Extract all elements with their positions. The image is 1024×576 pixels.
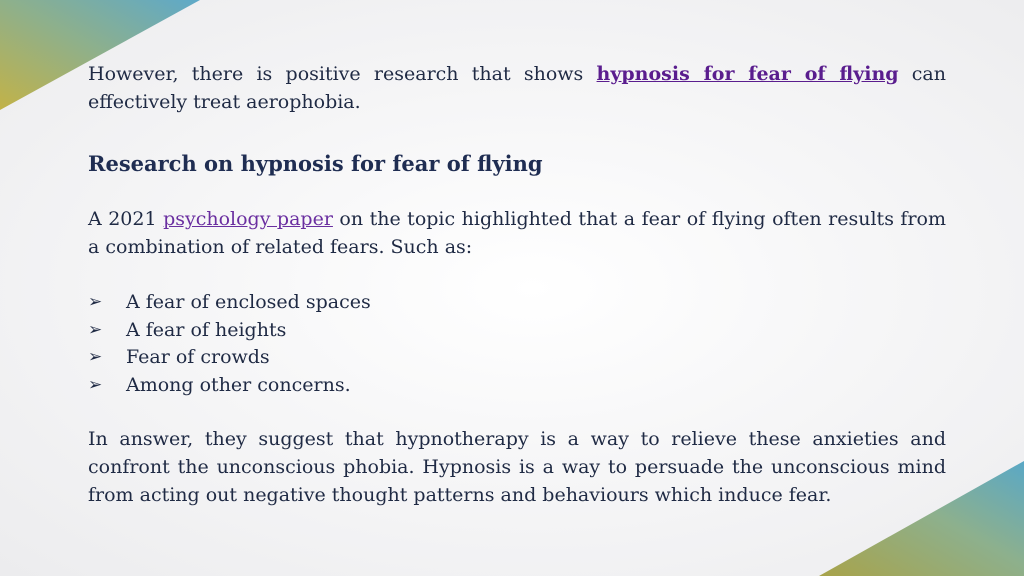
list-item-text: Among other concerns. [126, 373, 351, 396]
list-item [88, 372, 946, 400]
psychology-paper-link[interactable]: psychology paper [163, 208, 333, 230]
list-item-text: A fear of heights [126, 318, 287, 341]
hypnosis-fear-of-flying-link[interactable]: hypnosis for fear of flying [596, 63, 899, 85]
list-item [88, 289, 946, 317]
research-paragraph [88, 205, 946, 261]
arrowhead-bullet-icon: ➢ [88, 319, 103, 340]
arrowhead-bullet-icon: ➢ [88, 292, 103, 312]
conclusion-paragraph: In answer, they suggest that hypnotherapy is a way to relieve these anxieties and confront the unconscious phobia. Hypnosis is a way to persuade the unconscious mind from acting out negative thought patterns and behaviours which induce fear. [88, 428, 946, 506]
slide-content [88, 60, 946, 509]
research-text-end: on the topic highlighted that a fear of flying often results from a combination of related fears. Such as: [88, 208, 947, 258]
arrowhead-bullet-icon: ➢ [88, 374, 103, 395]
intro-paragraph [88, 60, 946, 116]
intro-text-end: can effectively treat aerophobia. [88, 63, 947, 113]
section-heading: Research on hypnosis for fear of flying [88, 151, 543, 176]
list-item [88, 317, 946, 345]
research-text-start: A 2021 [88, 208, 164, 230]
arrowhead-bullet-icon: ➢ [88, 347, 103, 367]
intro-text-start: However, there is positive research that shows [88, 63, 597, 85]
list-item [88, 344, 946, 372]
fears-list [88, 289, 946, 399]
list-item-text: Fear of crowds [126, 346, 270, 368]
list-item-text: A fear of enclosed spaces [126, 291, 371, 313]
